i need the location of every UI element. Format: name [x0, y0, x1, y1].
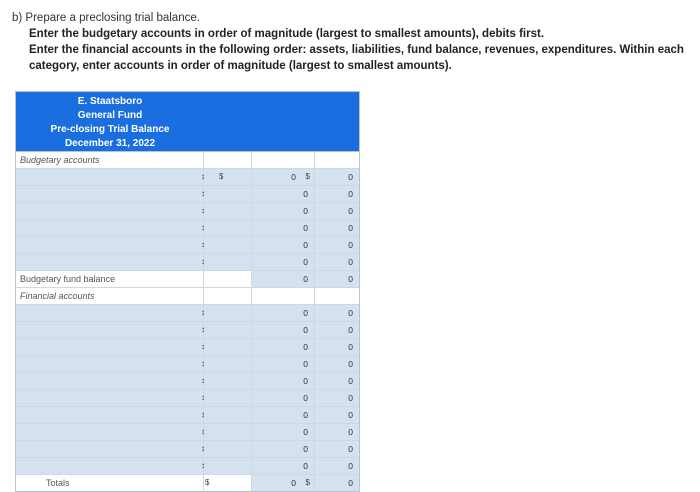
dropdown-spinner-icon[interactable]: ↕	[201, 359, 205, 368]
budgetary-account-row	[16, 186, 359, 203]
financial-account-row	[16, 373, 359, 390]
dropdown-spinner-icon[interactable]: ↕	[201, 206, 205, 215]
debit-input[interactable]: 0	[252, 458, 315, 474]
account-select[interactable]	[16, 407, 204, 423]
account-select[interactable]	[16, 390, 204, 406]
credit-input[interactable]: 0	[315, 237, 359, 253]
account-select[interactable]	[16, 186, 204, 202]
budgetary-account-row	[16, 169, 359, 186]
question-text: b) Prepare a preclosing trial balance.	[12, 12, 200, 24]
financial-account-row	[16, 322, 359, 339]
credit-input[interactable]: 0	[315, 186, 359, 202]
budgetary-account-row	[16, 220, 359, 237]
credit-input[interactable]: 0	[315, 424, 359, 440]
credit-input[interactable]: 0	[315, 203, 359, 219]
fund-name: General Fund	[77, 110, 143, 121]
totals-label: Totals	[46, 478, 70, 488]
dropdown-spinner-icon[interactable]: ↕	[201, 189, 205, 198]
credit-input[interactable]: 0	[315, 441, 359, 457]
instruction-line-2: Enter the financial accounts in the following order: assets, liabilities, fund balance, revenues, expenditures. Within each	[29, 44, 684, 56]
account-select[interactable]	[16, 254, 204, 270]
account-select[interactable]	[16, 424, 204, 440]
dropdown-spinner-icon[interactable]: ↕	[201, 325, 205, 334]
worksheet-header	[16, 92, 359, 152]
budgetary-fund-balance-row	[16, 271, 359, 288]
total-credit: 0	[315, 475, 359, 491]
dropdown-spinner-icon[interactable]: ↕	[201, 461, 205, 470]
financial-account-row	[16, 356, 359, 373]
credit-input[interactable]: 0	[315, 220, 359, 236]
credit-input[interactable]: 0	[315, 339, 359, 355]
debit-input[interactable]: 0 $	[252, 169, 315, 185]
debit-input[interactable]: 0	[252, 220, 315, 236]
credit-input[interactable]: 0	[315, 458, 359, 474]
financial-account-row	[16, 390, 359, 407]
dropdown-spinner-icon[interactable]: ↕	[201, 427, 205, 436]
debit-input[interactable]: 0	[252, 254, 315, 270]
credit-input[interactable]: 0	[315, 305, 359, 321]
financial-accounts-heading-row	[16, 288, 359, 305]
debit-input[interactable]: 0	[252, 186, 315, 202]
account-select[interactable]	[16, 322, 204, 338]
statement-title: Pre-closing Trial Balance	[50, 124, 170, 135]
dropdown-spinner-icon[interactable]: ↕	[201, 342, 205, 351]
debit-input[interactable]: 0	[252, 305, 315, 321]
debit-input[interactable]: 0	[252, 339, 315, 355]
financial-account-row	[16, 441, 359, 458]
financial-account-row	[16, 339, 359, 356]
debit-input[interactable]: 0	[252, 356, 315, 372]
debit-input[interactable]: 0	[252, 441, 315, 457]
credit-input[interactable]: 0	[315, 169, 359, 185]
financial-accounts-label: Financial accounts	[20, 291, 95, 301]
account-select[interactable]	[16, 220, 204, 236]
account-select[interactable]	[16, 237, 204, 253]
dropdown-spinner-icon[interactable]: ↕	[201, 410, 205, 419]
instruction-line-1: Enter the budgetary accounts in order of magnitude (largest to smallest amounts), debits first.	[29, 28, 545, 40]
debit-input[interactable]: 0	[252, 237, 315, 253]
credit-input[interactable]: 0	[315, 373, 359, 389]
financial-account-row	[16, 305, 359, 322]
dropdown-spinner-icon[interactable]: ↕	[201, 376, 205, 385]
credit-input[interactable]: 0	[315, 390, 359, 406]
entity-name: E. Staatsboro	[77, 96, 143, 107]
budgetary-account-row	[16, 237, 359, 254]
debit-input[interactable]: 0	[252, 390, 315, 406]
total-debit: 0 $	[252, 475, 315, 491]
credit-input[interactable]: 0	[315, 271, 359, 287]
account-select[interactable]	[16, 458, 204, 474]
account-select[interactable]	[16, 373, 204, 389]
statement-date: December 31, 2022	[64, 138, 156, 149]
totals-row	[16, 475, 359, 491]
debit-input[interactable]: 0	[252, 203, 315, 219]
account-select[interactable]	[16, 203, 204, 219]
budgetary-accounts-heading-row	[16, 152, 359, 169]
dollar-sign: $	[205, 478, 210, 487]
trial-balance-worksheet	[15, 91, 360, 492]
debit-input[interactable]: 0	[252, 373, 315, 389]
budgetary-fund-balance-label: Budgetary fund balance	[20, 274, 116, 284]
instructions	[12, 10, 692, 74]
credit-input[interactable]: 0	[315, 322, 359, 338]
dropdown-spinner-icon[interactable]: ↕	[201, 223, 205, 232]
account-select[interactable]	[16, 339, 204, 355]
budgetary-account-row	[16, 203, 359, 220]
financial-account-row	[16, 407, 359, 424]
account-select[interactable]	[16, 305, 204, 321]
budgetary-account-row	[16, 254, 359, 271]
dropdown-spinner-icon[interactable]: ↕	[201, 393, 205, 402]
debit-input[interactable]: 0	[252, 424, 315, 440]
debit-input[interactable]: 0	[252, 271, 315, 287]
dropdown-spinner-icon[interactable]: ↕	[201, 444, 205, 453]
dropdown-spinner-icon[interactable]: ↕	[201, 172, 205, 181]
account-select[interactable]	[16, 356, 204, 372]
debit-input[interactable]: 0	[252, 407, 315, 423]
dropdown-spinner-icon[interactable]: ↕	[201, 257, 205, 266]
credit-input[interactable]: 0	[315, 407, 359, 423]
account-select[interactable]	[16, 441, 204, 457]
credit-input[interactable]: 0	[315, 356, 359, 372]
financial-account-row	[16, 424, 359, 441]
budgetary-accounts-label: Budgetary accounts	[20, 155, 100, 165]
credit-input[interactable]: 0	[315, 254, 359, 270]
financial-account-row	[16, 458, 359, 475]
dollar-sign: $	[219, 172, 224, 181]
debit-input[interactable]: 0	[252, 322, 315, 338]
dropdown-spinner-icon[interactable]: ↕	[201, 308, 205, 317]
account-select[interactable]	[16, 169, 204, 185]
instruction-line-3: category, enter accounts in order of magnitude (largest to smallest amounts).	[29, 60, 452, 72]
dropdown-spinner-icon[interactable]: ↕	[201, 240, 205, 249]
